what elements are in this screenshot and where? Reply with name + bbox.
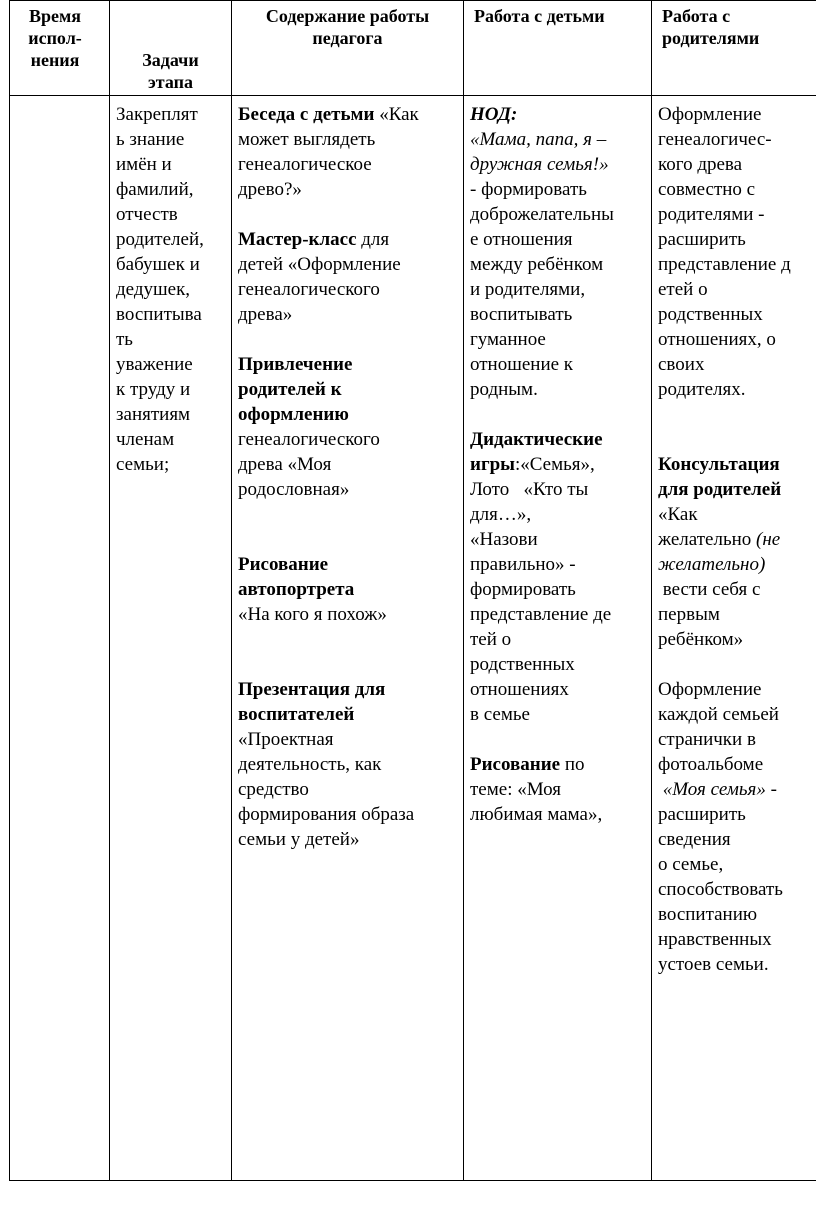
children-nod: НОД: «Мама, папа, я – дружная семья!» - формировать доброжелательны е отношения между ребёнком и родителями, воспитывать гуманное отношение к родным. <box>470 104 614 400</box>
header-time: Время испол- нения <box>10 1 110 96</box>
children-games: Дидактические игры:«Семья», Лото «Кто ты для…», «Назови правильно» - формировать представление де тей о родственных отношениях в семье <box>470 429 612 725</box>
cell-tasks: Закреплят ь знание имён и фамилий, отчеств родителей, бабушек и дедушек, воспитыва ть уважение к труду и занятиям членам семьи; <box>110 96 232 1181</box>
cell-teacher <box>232 96 464 1181</box>
teacher-drawing: Рисование автопортрета «На кого я похож» <box>238 554 387 625</box>
header-tasks: Задачи этапа <box>110 1 232 96</box>
children-draw-title: Рисование <box>470 754 561 775</box>
teacher-master-title: Мастер-класс <box>238 229 357 250</box>
parents-consultation: Консультация для родителей «Как желательно (не желательно) вести себя с первым ребёнком» <box>658 454 782 650</box>
teacher-presentation: Презентация для воспитателей «Проектная деятельность, как средство формирования образа семьи у детей» <box>238 679 415 850</box>
teacher-master-class: Мастер-класс для детей «Оформление генеалогического древа» <box>238 229 401 325</box>
teacher-draw-text: «На кого я похож» <box>238 604 387 625</box>
parents-tree: Оформление генеалогичес- кого древа совместно с родителями - расширить представление д етей о родственных отношениях, о своих родителях. <box>658 104 791 400</box>
cell-children <box>464 96 652 1181</box>
children-drawing: Рисование по теме: «Моя любимая мама», <box>470 754 603 825</box>
cell-parents <box>652 96 816 1181</box>
table-row <box>10 96 816 1181</box>
work-plan-table <box>9 0 816 1181</box>
table-header-row <box>10 1 816 96</box>
header-parents: Работа с родителями <box>652 1 816 96</box>
teacher-talk-title: Беседа с детьми <box>238 104 375 125</box>
cell-time <box>10 96 110 1181</box>
header-teacher: Содержание работы педагога <box>232 1 464 96</box>
parents-album: Оформление каждой семьей странички в фотоальбоме «Моя семья» - расширить сведения о семье, способствовать воспитанию нравственных устоев семьи. <box>658 679 783 975</box>
teacher-involve: Привлечение родителей к оформлению генеалогического древа «Моя родословная» <box>238 354 380 500</box>
teacher-talk: Беседа с детьми «Как может выглядеть генеалогическое древо?» <box>238 104 419 200</box>
children-nod-title: НОД: <box>470 104 518 125</box>
header-children: Работа с детьми <box>464 1 652 96</box>
